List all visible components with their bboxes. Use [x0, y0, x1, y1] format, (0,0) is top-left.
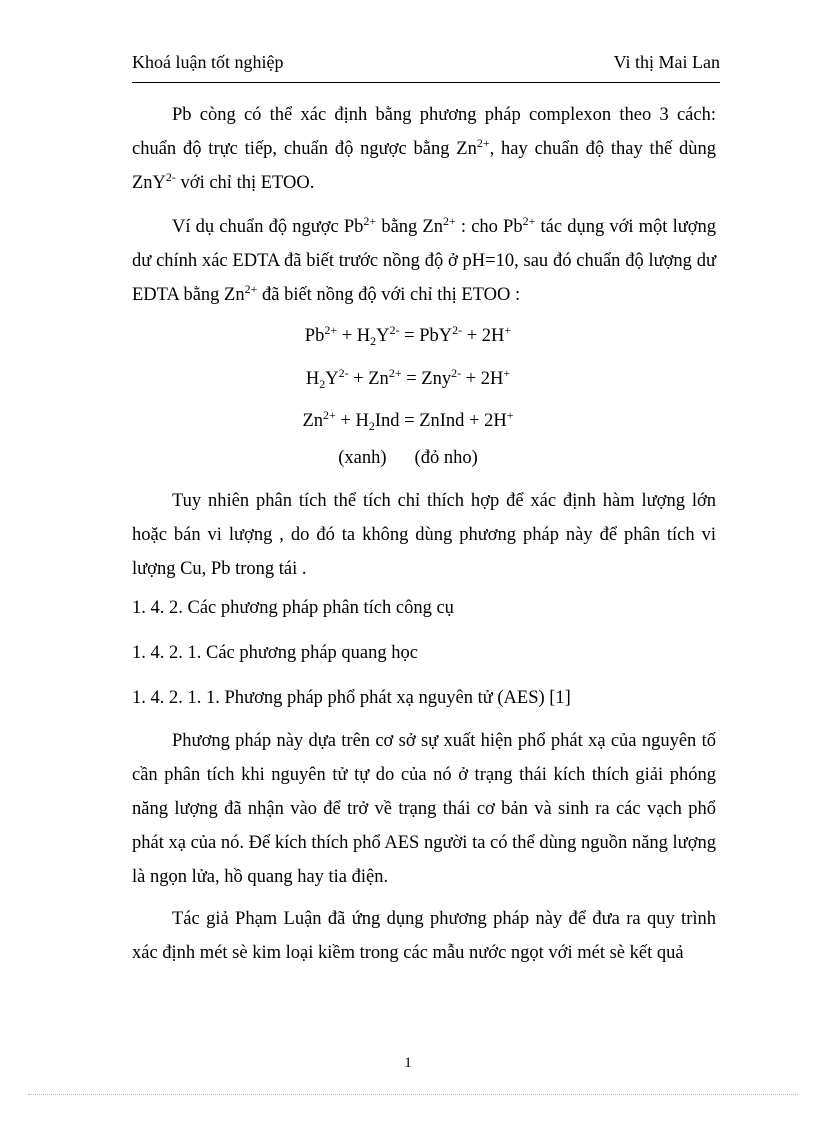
- page-number: 1: [404, 1055, 412, 1071]
- equation-color-labels: [0, 448, 816, 469]
- heading-1-4-2-1-1: 1. 4. 2. 1. 1. Phương pháp phổ phát xạ nguyên tử (AES) [1]: [132, 688, 571, 708]
- paragraph-1: Pb còng có thể xác định bằng phương pháp complexon theo 3 cách: chuẩn độ trực tiếp, chuẩn độ ngược bằng $Zn^{2+}$, hay chuẩn độ thay thế dùng ZnY$^{2-}$ với chỉ thị ETOO.: [132, 105, 716, 193]
- equation-2: $H_2Y^{2-} + Zn^{2+} = Zny^{2-} + 2H^+$: [305, 366, 511, 391]
- equation-1: $Pb^{2+} + H_2Y^{2-} = PbY^{2-} + 2H^+$: [304, 323, 512, 348]
- page-header: [132, 52, 720, 78]
- header-author: Vi thị Mai Lan: [613, 52, 720, 72]
- color-label-wine-red: (đỏ nho): [414, 448, 478, 468]
- paragraph-3: Tuy nhiên phân tích thể tích chỉ thích hợp để xác định hàm lượng lớn hoặc bán vi lượng , do đó ta không dùng phương pháp này để phân tích vi lượng Cu, Pb trong tái .: [132, 491, 716, 579]
- heading-1-4-2: 1. 4. 2. Các phương pháp phân tích công cụ: [132, 598, 454, 618]
- paragraph-5: Tác giả Phạm Luận đã ứng dụng phương pháp này để đưa ra quy trình xác định mét sè kim loại kiềm trong các mẫu nước ngọt với mét sè kết quả: [132, 909, 716, 963]
- heading-1-4-2-1: 1. 4. 2. 1. Các phương pháp quang học: [132, 643, 418, 663]
- header-divider: [132, 82, 720, 83]
- page-bottom-border: [28, 1094, 798, 1095]
- color-label-blue: (xanh): [338, 448, 387, 468]
- header-thesis-title: Khoá luận tốt nghiệp: [132, 52, 284, 72]
- paragraph-2: Ví dụ chuẩn độ ngược $Pb^{2+}$ bằng $Zn^{2+}$ : cho $Pb^{2+}$ tác dụng với một lượng dư chính xác EDTA đã biết trước nồng độ ở pH=10, sau đó chuẩn độ lượng dư EDTA bằng $Zn^{2+}$ đã biết nồng độ với chỉ thị ETOO :: [132, 214, 717, 305]
- equation-3: $Zn^{2+} + H_2Ind$ = ZnInd + 2H+: [302, 408, 514, 433]
- paragraph-4: Phương pháp này dựa trên cơ sở sự xuất hiện phổ phát xạ của nguyên tố cần phân tích khi nguyên tử tự do của nó ở trạng thái kích thích giải phóng năng lượng đã nhận vào để trở về trạng thái cơ bản và sinh ra các vạch phổ phát xạ của nó. Để kích thích phổ AES người ta có thể dùng nguồn năng lượng là ngọn lửa, hồ quang hay tia điện.: [132, 731, 716, 887]
